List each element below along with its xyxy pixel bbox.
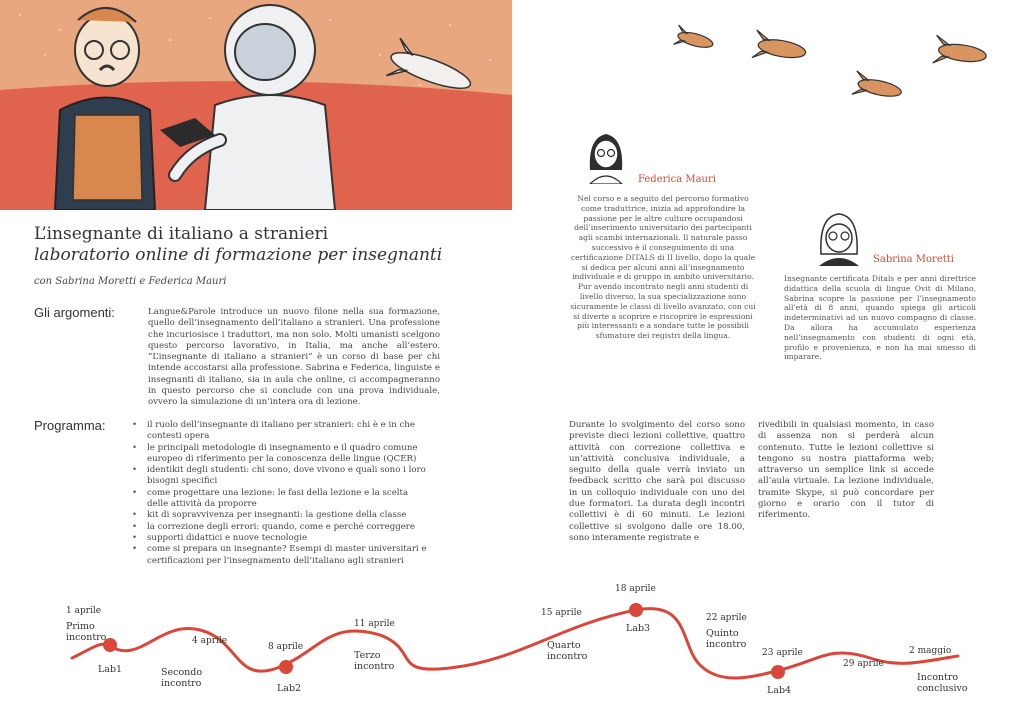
- list-item: • identikit degli studenti: chi sono, dove vivono e quali sono i loro bisogni specifici: [132, 465, 432, 488]
- course-title: L’insegnante di italiano a stranieri: [34, 224, 329, 244]
- list-item: • la correzione degli errori: quando, come e perché correggere: [132, 522, 432, 533]
- event-label: Quinto incontro: [706, 628, 747, 650]
- list-item: • il ruolo dell’insegnante di italiano per stranieri: chi è e in che contesti opera: [132, 420, 432, 443]
- federica-bio: Nel corso e a seguito del percorso formativo come traduttrice, inizia ad approfondire la passione per le altre culture occupandosi dell’inserimento universitario dei partecipanti agli scambi internazionali. Il naturale passo successivo è il conseguimento di una certificazione DITALS di II livello, dopo la quale si dedica per alcuni anni all’insegnamento individuale e di gruppo in ambito universitario. Pur avendo incontrato negli anni studenti di livello diverso, la sua specializzazione sono sicuramente le classi di livello avanzato, con cui si diverte a scoprire e riscoprire le espressioni più interessanti e a sondare tutte le possibili sfumature dei registri della lingua.: [570, 194, 756, 341]
- event-date: 4 aprile: [192, 636, 228, 646]
- sabrina-name: Sabrina Moretti: [873, 254, 954, 265]
- list-item: • supporti didattici e nuove tecnologie: [132, 533, 432, 544]
- federica-name: Federica Mauri: [638, 174, 716, 185]
- event-label: Lab4: [767, 685, 792, 696]
- event-date: 22 aprile: [706, 613, 747, 623]
- list-item: • come progettare una lezione: le fasi della lezione e la scelta delle attività da proporre: [132, 488, 432, 511]
- event-label: Secondo incontro: [161, 667, 203, 689]
- lab2-dot: [279, 660, 293, 674]
- event-label: Quarto incontro: [547, 640, 588, 662]
- event-date: 2 maggio: [909, 646, 952, 656]
- event-date: 18 aprile: [615, 584, 656, 594]
- intro-paragraph: Langue&Parole introduce un nuovo filone nella sua formazione, quello dell’insegnamento dell’italiano a stranieri. Una professione che incuriosisce i traduttori, ma non solo. Molti umanisti scelgono questo percorso lavorativo, in Italia, ma anche all’estero. “L’insegnante di italiano a stranieri” è un corso di base per chi intende accostarsi alla professione. Sabrina e Federica, linguiste e insegnanti di italiano, sia in aula che online, ci accompagneranno in questo percorso che si conclude con una prova individuale, ovvero la simulazione di un’intera ora di lezione.: [148, 307, 440, 408]
- programma-heading: Programma:: [34, 418, 106, 433]
- header-illustration: [0, 0, 512, 210]
- event-date: 15 aprile: [541, 608, 582, 618]
- list-item: • le principali metodologie di insegnamento e il quadro comune europeo di riferimento per la conoscenza delle lingue (QCER): [132, 443, 432, 466]
- lab4-dot: [771, 665, 785, 679]
- event-date: 23 aprile: [762, 648, 803, 658]
- course-subtitle: laboratorio online di formazione per insegnanti: [34, 245, 443, 265]
- event-label: Terzo incontro: [354, 650, 395, 672]
- lab3-dot: [629, 603, 643, 617]
- course-details-col2: rivedibili in qualsiasi momento, in caso di assenza non si perderà alcun contenuto. Tutte le lezioni collettive si tengono su nostra piattaforma web; attraverso un semplice link si accede all’aula virtuale. La lezione individuale, tramite Skype, si può concordare per giorno e orario con il tutor di riferimento.: [758, 420, 934, 521]
- sabrina-bio: Insegnante certificata Ditals e per anni direttrice didattica della scuola di lingue Ovit di Milano, Sabrina scopre la passione per l’insegnamento all’età di 8 anni, quando spiega gli articoli indeterminativi ad un nuovo compagno di classe. Da allora ha accumulato esperienza nell’insegnamento con studenti di ogni età, profilo e provenienza, e non ha mai smesso di imparare.: [784, 274, 976, 362]
- list-item: • kit di sopravvivenza per insegnanti: la gestione della classe: [132, 510, 432, 521]
- event-date: 8 aprile: [268, 642, 304, 652]
- event-label: Lab3: [626, 623, 651, 634]
- event-date: 29 aprile: [843, 659, 884, 669]
- event-date: 1 aprile: [66, 606, 102, 616]
- astronaut-illustration: [0, 0, 512, 210]
- spaceships-decoration: [670, 20, 1024, 120]
- event-label: Incontro conclusivo: [917, 672, 968, 694]
- argomenti-heading: Gli argomenti:: [34, 305, 115, 320]
- event-label: Lab1: [98, 664, 123, 675]
- sabrina-portrait-icon: [815, 210, 863, 266]
- course-timeline: [0, 570, 1024, 724]
- course-details-col1: Durante lo svolgimento del corso sono previste dieci lezioni collettive, quattro attività con correzione collettiva e un’attività conclusiva individuale, a seguito della quale verrà inviato un feedback scritto che sarà poi discusso in un colloquio individuale con uno dei due formatori. La durata degli incontri collettivi è di 60 minuti. Le lezioni collettive si svolgono dalle ore 18.00, sono interamente registrate e: [569, 420, 745, 543]
- event-label: Lab2: [277, 683, 302, 694]
- list-item: • come si prepara un insegnante? Esempi di master universitari e certificazioni per l’insegnamento dell’italiano agli stranieri: [132, 544, 432, 567]
- authors-line: con Sabrina Moretti e Federica Mauri: [34, 276, 227, 287]
- programma-list: [132, 420, 432, 567]
- event-date: 11 aprile: [354, 619, 395, 629]
- event-label: Primo incontro: [66, 621, 107, 643]
- federica-portrait-icon: [586, 130, 626, 184]
